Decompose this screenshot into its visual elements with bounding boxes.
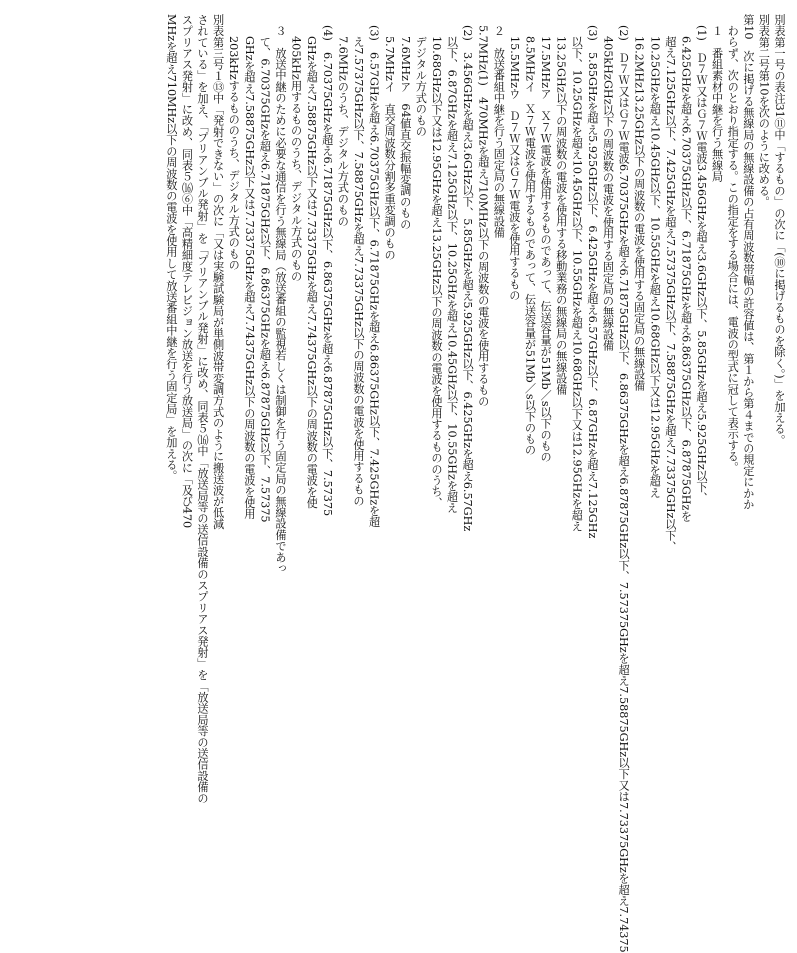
line-text: ア 64値直交振幅変調のもの: [398, 80, 412, 230]
bandwidth-value: 203kHz: [227, 36, 241, 80]
line-text: 別表第一号の表注31⑪中「するもの」の次に「(⑩に掲げるものを除く。)」を加える。: [773, 14, 786, 446]
line-text: MHzを超え710MHz以下の周波数の電波を使用して放送番組中継を行う固定局」を加える。: [164, 14, 178, 482]
line-text: ウ Ｄ７Ｗ又はＧ７Ｗ電波を使用するもの: [507, 88, 521, 301]
line-text: (3) 6.57GHzを超え6.70375GHz以下、6.71875GHzを超え6.86375GHz以下、7.425GHzを超: [367, 25, 381, 528]
text-line: [272, 14, 288, 574]
line-text: わらず、次のとおり指定する。この指定をする場合には、電波の型式に冠して表示する。: [726, 25, 740, 473]
line-text: ３ 放送中継のために必要な通信を行う無線局（放送番組の監視若しくは制御を行う固定局の無線設備であっ: [274, 25, 287, 574]
text-line: [569, 14, 585, 552]
line-text: ア Ｘ７Ｗ電波を使用するものであって、伝送容量が51Mb／s以下のもの: [539, 88, 553, 463]
text-line: [194, 14, 210, 804]
text-line: [584, 14, 600, 552]
text-line: [319, 14, 335, 552]
line-text: 10.68GHz以下又は12.95GHzを超え13.25GHz以下の周波数の電波を使用するもののうち、: [429, 36, 443, 509]
text-line: [179, 14, 195, 552]
line-text: (3) 5.85GHzを超え5.925GHz以下、6.425GHzを超え6.57GHz以下、6.87GHzを超え7.125GHz: [585, 25, 599, 539]
line-text: (2) 3.456GHzを超え3.6GHz以下、5.85GHzを超え5.925GHz以下、6.425GHzを超え6.57GHz: [461, 25, 475, 532]
line-text: (1) Ｄ７Ｗ又はＧ７Ｗ電波3.456GHzを超え3.6GHz以下、5.85GHzを超え5.925GHz以下、: [695, 25, 709, 504]
line-text: 以下、10.25GHzを超え10.45GHz以下、10.55GHzを超え10.68GHz以下又は12.95GHzを超え: [570, 36, 584, 532]
text-line: [397, 14, 413, 552]
text-line: [491, 14, 507, 552]
text-line: [662, 14, 678, 552]
text-line: [506, 14, 522, 552]
text-line: [288, 14, 304, 552]
text-line: [538, 14, 554, 552]
line-text: イ 直交周波数分割多重変調のもの: [383, 80, 397, 261]
text-line: [615, 14, 631, 953]
line-text: のうち、デジタル方式のもの: [336, 80, 350, 227]
line-text: されている」を加え、「プリアンブル発射」を「プリアンブル発射」に改め、同表５⒃中「放送局等の送信設備のスプリアス発射」を「放送局等の送信設備の: [196, 14, 210, 804]
line-text: GHzを超え7.58875GHz以下又は7.73375GHzを超え7.74375GHz以下の周波数の電波を使用: [242, 36, 256, 520]
text-line: [366, 14, 382, 552]
bandwidth-value: 7.6MHz: [336, 36, 350, 81]
text-line: [678, 14, 694, 552]
line-text: え7.57375GHz以下、7.58875GHzを超え7.73375GHz以下の周波数の電波を使用するもの: [351, 36, 365, 507]
text-line: [693, 14, 709, 552]
text-line: [740, 14, 756, 552]
text-line: [600, 14, 616, 552]
line-text: 別表第二号第10を次のように改める。: [757, 14, 771, 208]
text-line: [382, 14, 398, 552]
line-text: (1) 470MHzを超え710MHz以下の周波数の電波を使用するもの: [476, 69, 490, 407]
text-line: [257, 14, 273, 552]
text-line: [428, 14, 444, 552]
text-line: [163, 14, 179, 552]
text-line: [413, 14, 429, 552]
line-text: イ Ｘ７Ｗ電波を使用するものであって、伝送容量が51Mb／s以下のもの: [523, 80, 537, 456]
line-text: (2) Ｄ７Ｗ又はＧ７Ｗ電波6.70375GHzを超え6.71875GHz以下、6.86375GHzを超え6.87875GHz以下、7.57375GHzを超え7.58875GHz以下又は7.73375GHzを超え7.74375: [617, 25, 631, 953]
text-line: [553, 14, 569, 552]
text-line: [210, 14, 226, 552]
line-text: ２ 放送番組中継を行う固定局の無線設備: [492, 25, 506, 238]
line-text: デジタル方式のもの: [414, 36, 428, 137]
line-text: GHzを超え7.58875GHz以下又は7.73375GHzを超え7.74375GHz以下の周波数の電波を使: [305, 36, 319, 509]
line-text: 以下、6.87GHzを超え7.125GHz以下、10.25GHzを超え10.45GHz以下、10.55GHzを超え: [445, 36, 459, 514]
text-line: [241, 14, 257, 552]
bandwidth-value: 405kHz: [601, 36, 615, 80]
text-line: [335, 14, 351, 552]
line-text: 用するもののうち、デジタル方式のもの: [289, 79, 303, 282]
line-text: GHz以下の周波数の電波を使用する固定局の無線設備: [601, 79, 615, 351]
bandwidth-value: 17.5MHz: [539, 36, 553, 89]
bandwidth-value: 5.7MHz: [383, 36, 397, 81]
text-line: [304, 14, 320, 552]
text-line: [350, 14, 366, 552]
text-line: [444, 14, 460, 552]
line-text: するもののうち、デジタル方式のもの: [227, 79, 241, 271]
line-text: 別表第三号１⑬中「発射できない」の次に「又は実験試験局が単側波帯変調方式のように搬送波が低減: [211, 14, 225, 530]
text-line: [631, 14, 647, 552]
line-text: １ 番組素材中継を行う無線局: [710, 25, 724, 182]
text-line: [522, 14, 538, 552]
text-line: [725, 14, 741, 552]
line-text: 10.25GHzを超え10.45GHz以下、10.55GHzを超え10.68GHz以下又は12.95GHzを超え: [648, 36, 662, 499]
bandwidth-value: 5.7MHz: [476, 25, 490, 70]
line-text: 超え7.125GHz以下、7.425GHzを超え7.57375GHz以下、7.58875GHzを超え7.73375GHz以下、: [663, 36, 677, 553]
bandwidth-value: 15.5MHz: [507, 36, 521, 89]
text-line: [756, 14, 772, 552]
bandwidth-value: 405kHz: [289, 36, 303, 80]
text-line: [709, 14, 725, 552]
line-text: (4) 6.70375GHzを超え6.71875GHz以下、6.86375GHzを超え6.87875GHz以下、7.57375: [320, 25, 334, 517]
text-line: [771, 14, 787, 552]
line-text: 第10 次に掲げる無線局の無線設備の占有周波数帯幅の許容値は、第１から第４までの規定にかか: [741, 14, 755, 510]
line-text: て、6.70375GHzを超え6.71875GHz以下、6.86375GHzを超え6.87875GHz以下、7.57375: [258, 36, 272, 523]
bandwidth-value: 8.5MHz: [523, 36, 537, 81]
line-text: 13.25GHz以下の周波数の電波を使用する固定局の無線設備: [632, 88, 646, 392]
line-text: 6.425GHzを超え6.70375GHz以下、6.71875GHzを超え6.86375GHz以下、6.87875GHzを: [679, 36, 693, 522]
bandwidth-value: 7.6MHz: [398, 36, 412, 81]
text-line: [460, 14, 476, 552]
line-text: スプリアス発射」に改め、同表５⒃⑥中「高精細度テレビジョン放送を行う放送局」の次に「及び470: [180, 14, 194, 529]
text-line: [647, 14, 663, 552]
text-line: [226, 14, 242, 552]
bandwidth-value: 16.2MHz: [632, 36, 646, 89]
line-text: 13.25GHz以下の周波数の電波を使用する移動業務の無線局の無線設備: [554, 36, 568, 396]
text-line: [475, 14, 491, 552]
